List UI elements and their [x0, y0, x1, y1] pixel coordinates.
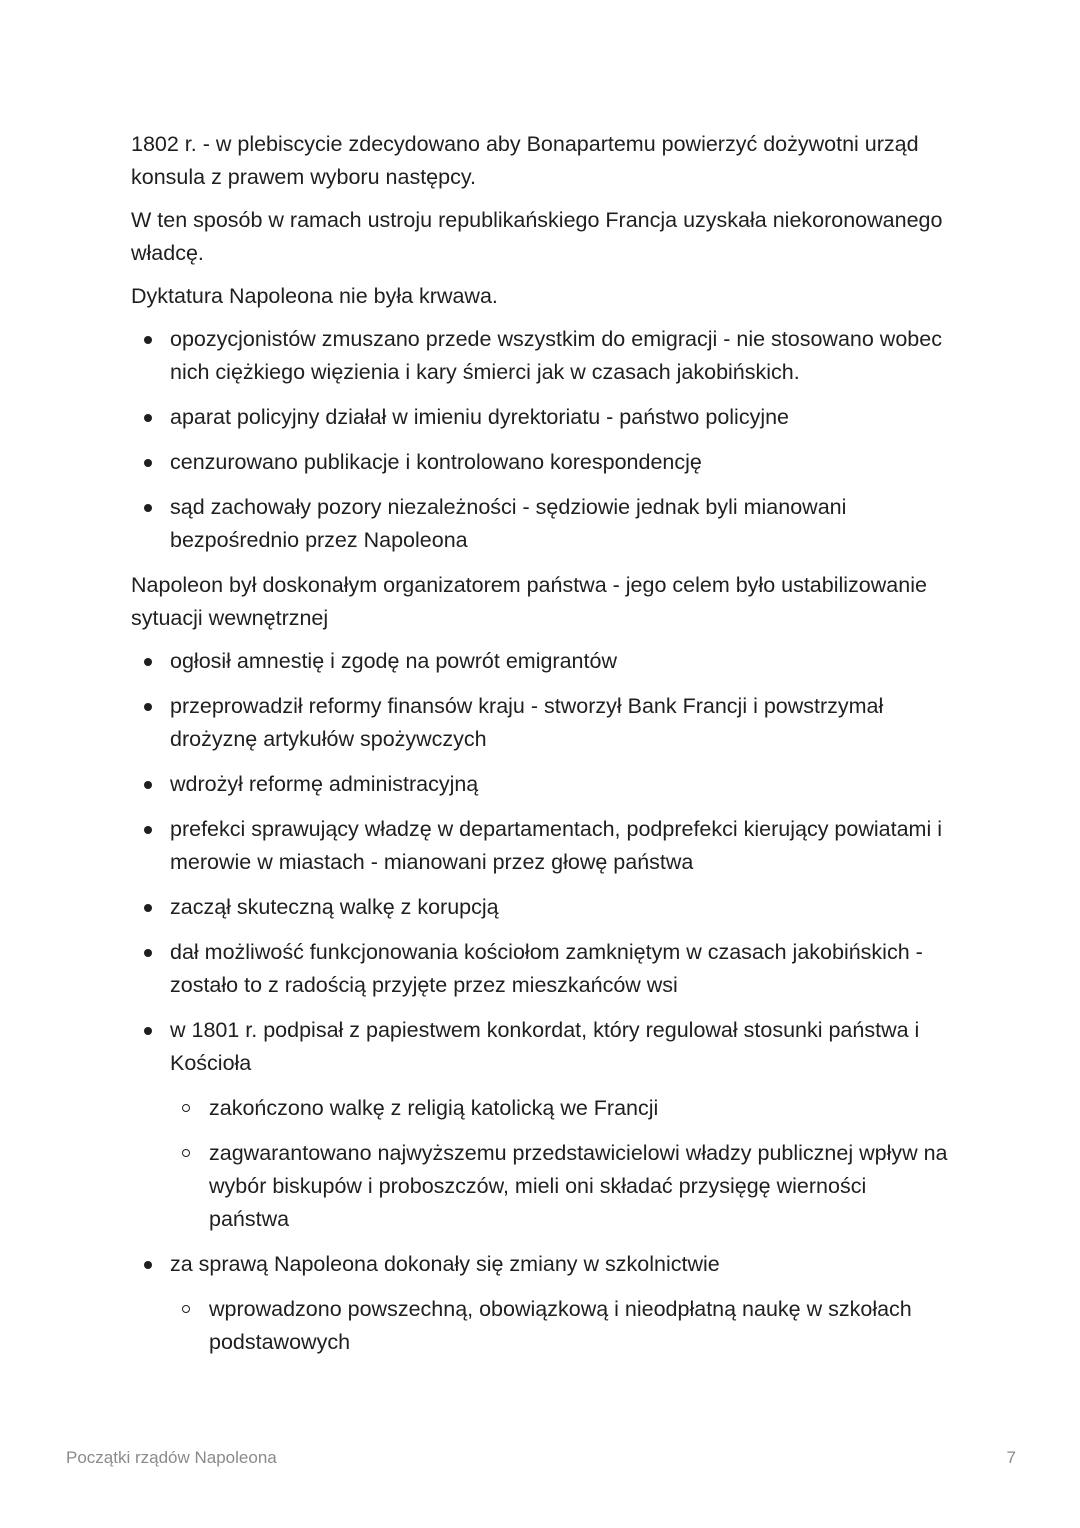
- document-body: [131, 128, 951, 1371]
- hollow-bullet-icon: [182, 1104, 190, 1112]
- bullet-icon: [144, 904, 152, 912]
- list-item: [131, 323, 951, 389]
- bullet-icon: [144, 414, 152, 422]
- bullet-icon: [144, 949, 152, 957]
- sublist-item: [170, 1293, 951, 1359]
- hollow-bullet-icon: [182, 1149, 190, 1157]
- list-item: [131, 446, 951, 479]
- reforms-list: [131, 645, 951, 1359]
- list-item: [131, 891, 951, 924]
- footer-title: Początki rządów Napoleona: [66, 1448, 277, 1467]
- list-item-text: opozycjonistów zmuszano przede wszystkim do emigracji - nie stosowano wobec nich ciężkiego więzienia i kary śmierci jak w czasach jakobińskich.: [170, 327, 942, 384]
- list-item: [131, 1248, 951, 1359]
- sublist-item: [170, 1092, 951, 1125]
- bullet-icon: [144, 504, 152, 512]
- list-item: [131, 491, 951, 557]
- list-item-text: aparat policyjny działał w imieniu dyrektoriatu - państwo policyjne: [170, 405, 790, 429]
- paragraph: Dyktatura Napoleona nie była krwawa.: [131, 284, 498, 308]
- paragraph: Napoleon był doskonałym organizatorem państwa - jego celem było ustabilizowanie sytuacji wewnętrznej: [131, 573, 927, 630]
- hollow-bullet-icon: [182, 1305, 190, 1313]
- school-sublist: [170, 1293, 951, 1359]
- list-item-text: w 1801 r. podpisał z papiestwem konkordat, który regulował stosunki państwa i Kościoła: [170, 1018, 920, 1075]
- list-item: [131, 401, 951, 434]
- list-item: [131, 768, 951, 801]
- list-item: [131, 645, 951, 678]
- bullet-icon: [144, 1261, 152, 1269]
- list-item-text: prefekci sprawujący władzę w departamentach, podprefekci kierujący powiatami i merowie w miastach - mianowani przez głowę państwa: [170, 817, 942, 874]
- bullet-icon: [144, 459, 152, 467]
- page-number: 7: [1006, 1448, 1016, 1467]
- bullet-icon: [144, 781, 152, 789]
- bullet-icon: [144, 826, 152, 834]
- dictatorship-list: [131, 323, 951, 557]
- list-item: [131, 936, 951, 1002]
- bullet-icon: [144, 1027, 152, 1035]
- bullet-icon: [144, 703, 152, 711]
- list-item-text: ogłosił amnestię i zgodę na powrót emigrantów: [170, 649, 617, 673]
- sublist-item-text: wprowadzono powszechną, obowiązkową i nieodpłatną naukę w szkołach podstawowych: [209, 1297, 912, 1354]
- bullet-icon: [144, 658, 152, 666]
- list-item-text: wdrożył reformę administracyjną: [170, 772, 479, 796]
- paragraph: 1802 r. - w plebiscycie zdecydowano aby Bonapartemu powierzyć dożywotni urząd konsula z prawem wyboru następcy.: [131, 132, 919, 189]
- sublist-item-text: zakończono walkę z religią katolicką we Francji: [209, 1096, 659, 1120]
- list-item: [131, 1014, 951, 1236]
- list-item: [131, 813, 951, 879]
- sublist-item-text: zagwarantowano najwyższemu przedstawicielowi władzy publicznej wpływ na wybór biskupów i proboszczów, mieli oni składać przysięgę wierności państwa: [209, 1141, 948, 1231]
- list-item-text: zaczął skuteczną walkę z korupcją: [170, 895, 499, 919]
- concordat-sublist: [170, 1092, 951, 1236]
- list-item-text: sąd zachowały pozory niezależności - sędziowie jednak byli mianowani bezpośrednio przez Napoleona: [170, 495, 847, 552]
- list-item-text: przeprowadził reformy finansów kraju - stworzył Bank Francji i powstrzymał drożyznę artykułów spożywczych: [170, 694, 884, 751]
- list-item: [131, 690, 951, 756]
- list-item-text: za sprawą Napoleona dokonały się zmiany w szkolnictwie: [170, 1252, 720, 1276]
- sublist-item: [170, 1137, 951, 1236]
- list-item-text: cenzurowano publikacje i kontrolowano korespondencję: [170, 450, 702, 474]
- bullet-icon: [144, 336, 152, 344]
- list-item-text: dał możliwość funkcjonowania kościołom zamkniętym w czasach jakobińskich - zostało to z radością przyjęte przez mieszkańców wsi: [170, 940, 923, 997]
- paragraph: W ten sposób w ramach ustroju republikańskiego Francja uzyskała niekoronowanego władcę.: [131, 208, 943, 265]
